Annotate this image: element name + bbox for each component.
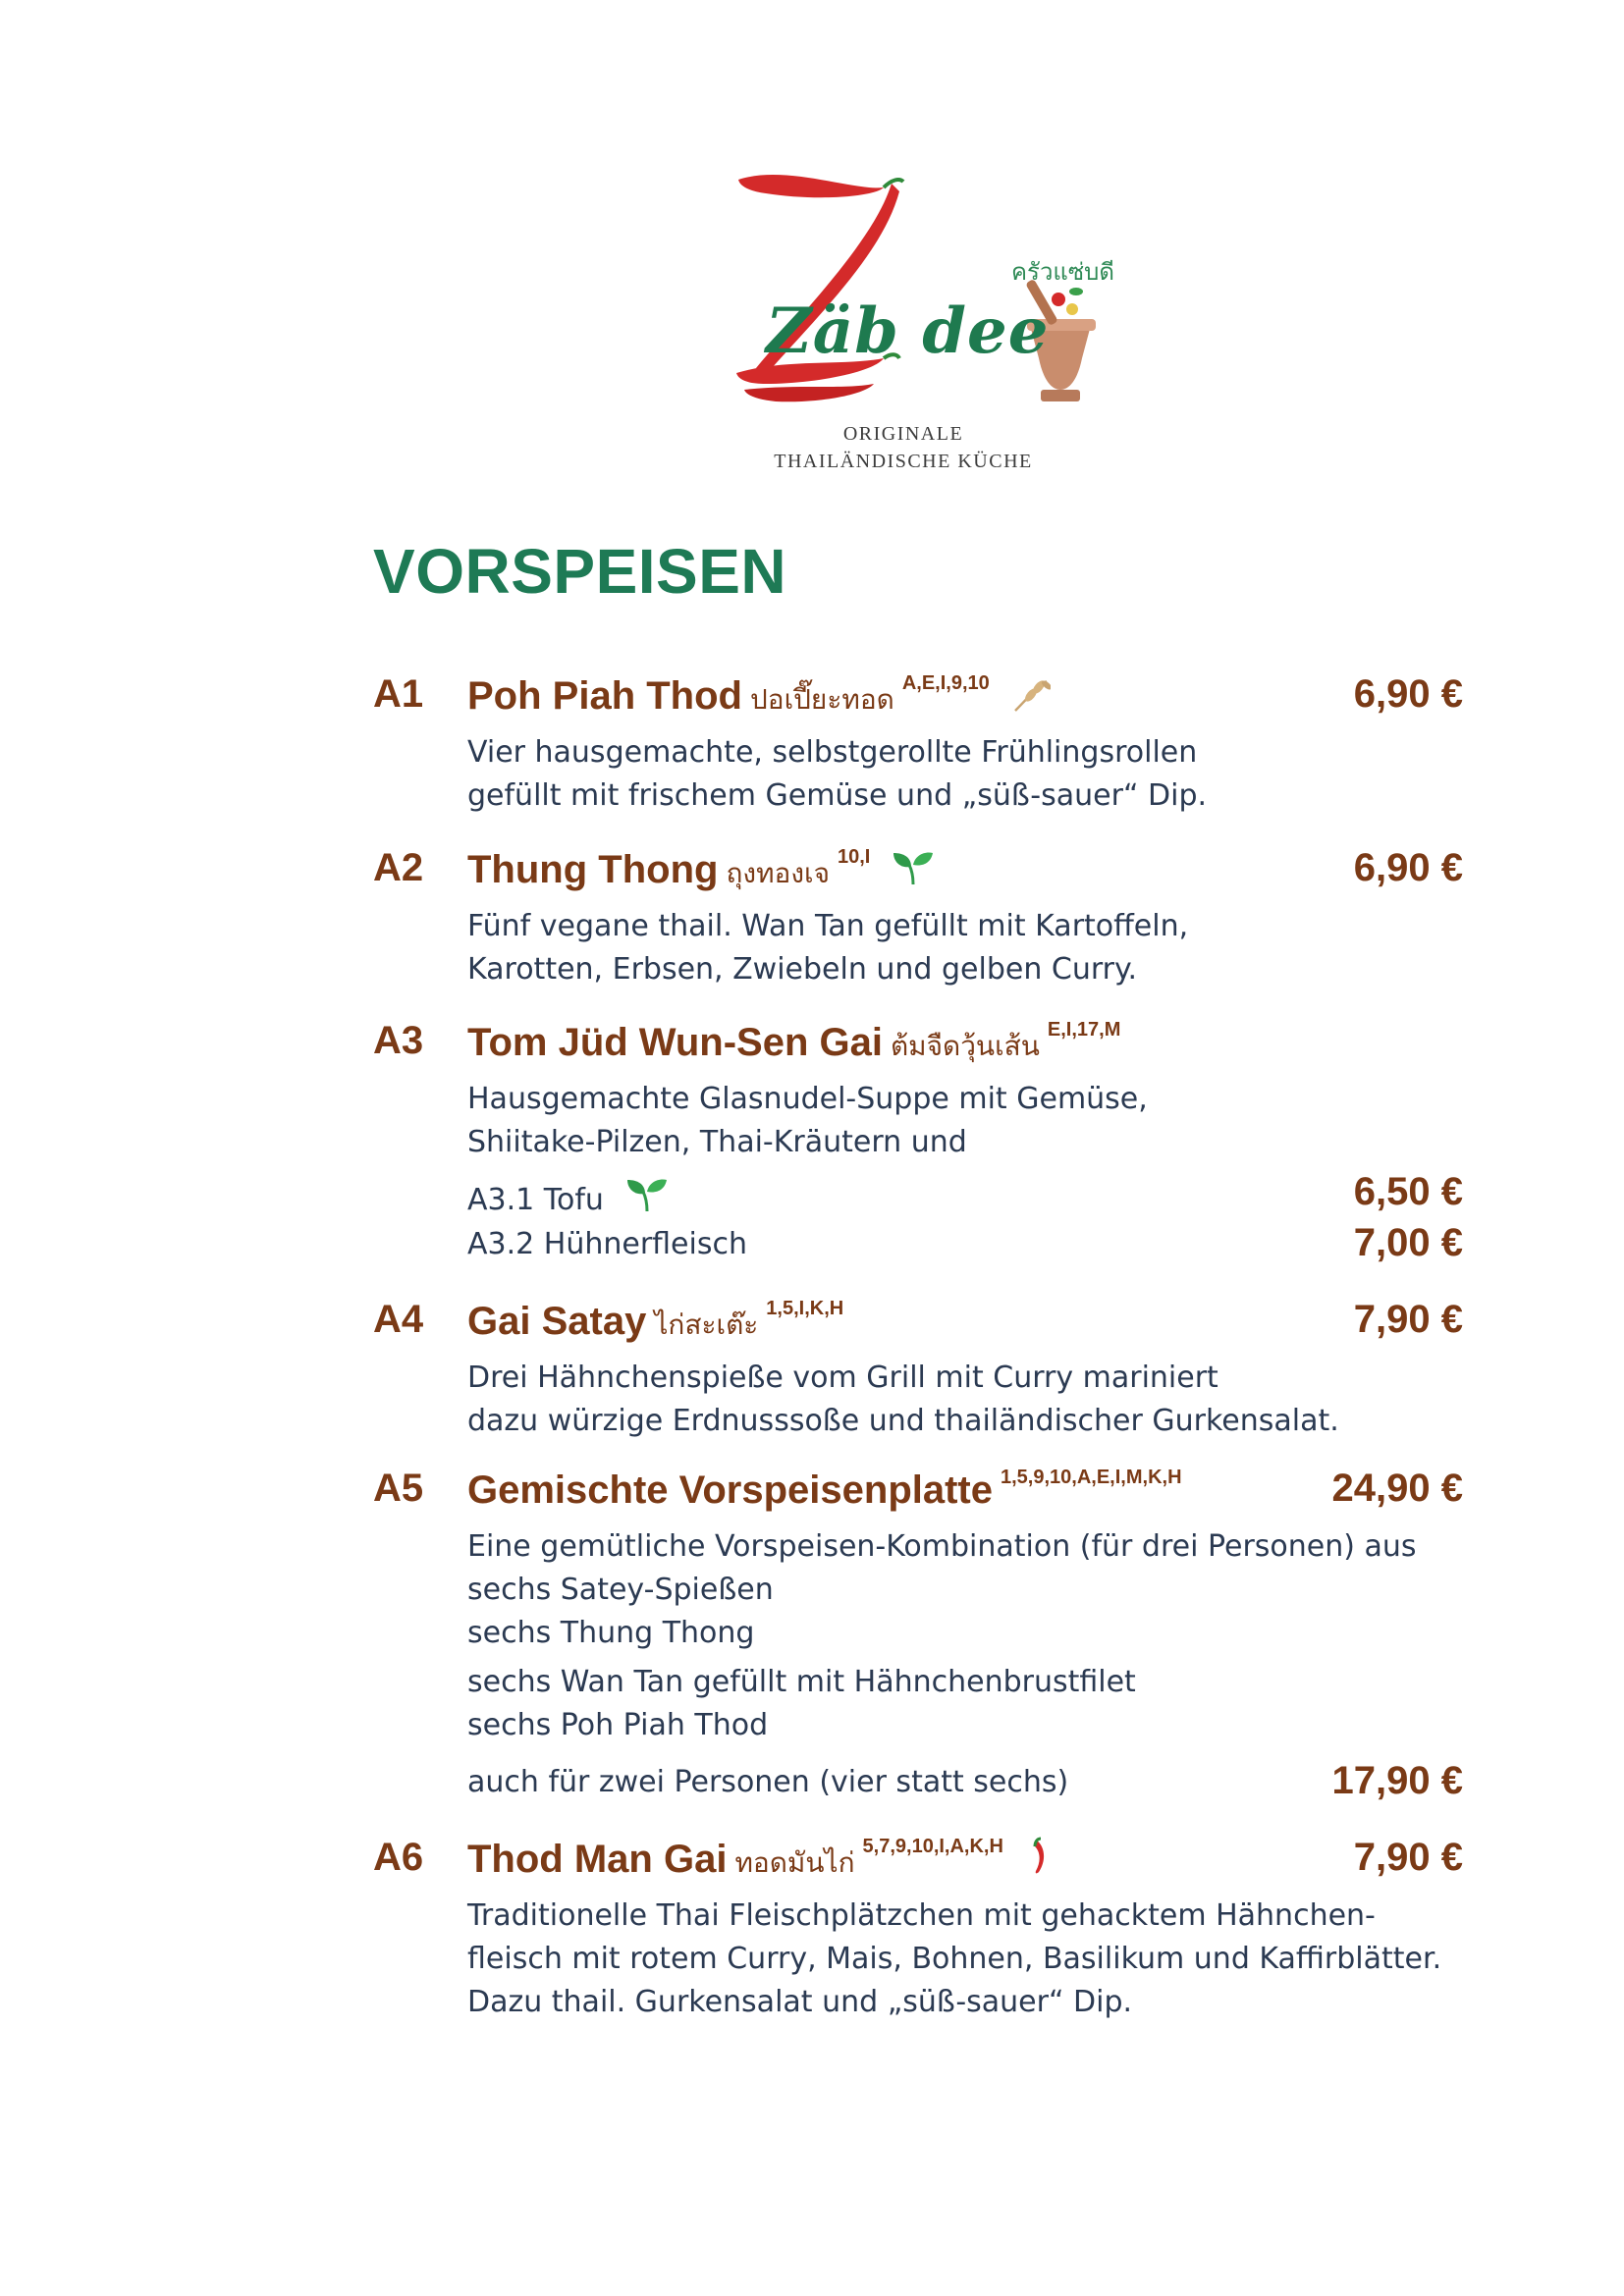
vegan-leaf-icon: [892, 849, 935, 896]
item-thai-name: ถุงทองเจ: [726, 858, 830, 888]
item-name: Gai Satay ไก่สะเต๊ะ$^{1,5,I,K,H}$: [467, 1298, 844, 1343]
item-code: A2: [373, 846, 424, 889]
item-allergens: 1,5,I,K,H: [766, 1298, 844, 1319]
item-price: 7,90 €: [1353, 1298, 1463, 1341]
item-price: 6,90 €: [1353, 672, 1463, 716]
item-name: Poh Piah Thod ปอเปี๊ยะทอด$^{A,E,I,9,10}$: [467, 672, 1051, 722]
chili-icon: [1025, 1837, 1051, 1886]
tagline-line-2: THAILÄNDISCHE KÜCHE: [774, 451, 1033, 472]
menu-item-a4: [373, 1298, 1463, 1443]
vegan-leaf-icon: [625, 1176, 669, 1221]
option-price: 7,00 €: [1353, 1221, 1463, 1264]
item-name: Thod Man Gai ทอดมันไก่$^{5,7,9,10,I,A,K,H}$: [467, 1836, 1051, 1886]
menu-item-a6: [373, 1836, 1463, 2024]
option-label: A3.2 Hühnerfleisch: [467, 1227, 747, 1261]
wheat-icon: [1011, 677, 1051, 722]
option-price: 6,50 €: [1353, 1170, 1463, 1213]
item-thai-name: ปอเปี๊ยะทอด: [749, 684, 894, 715]
brand-name: Zäb dee: [766, 294, 1050, 368]
item-allergens: 1,5,9,10,A,E,I,M,K,H: [1001, 1467, 1182, 1488]
item-description: Fünf vegane thail. Wan Tan gefüllt mit Kartoffeln, Karotten, Erbsen, Zwiebeln und gelben Curry.: [467, 909, 1189, 987]
section-title: VORSPEISEN: [373, 536, 787, 607]
item-allergens: E,I,17,M: [1047, 1019, 1121, 1041]
item-price: 24,90 €: [1331, 1467, 1463, 1510]
item-name: Thung Thong ถุงทองเจ$^{10,I}$: [467, 846, 935, 896]
option-label: A3.1 Tofu: [467, 1176, 669, 1221]
menu-item-a2: [373, 846, 1463, 991]
item-code: A1: [373, 672, 424, 716]
menu-item-a5: [373, 1467, 1463, 1810]
restaurant-logo: [727, 162, 1139, 486]
item-allergens: 10,I: [838, 846, 871, 868]
item-description-extra: sechs Wan Tan gefüllt mit Hähnchenbrustfilet sechs Poh Piah Thod: [467, 1665, 1136, 1742]
item-price: 7,90 €: [1353, 1836, 1463, 1879]
menu-item-a1: [373, 672, 1463, 818]
item-code: A6: [373, 1836, 424, 1879]
item-name: Gemischte Vorspeisenplatte $^{1,5,9,10,A,E,I,M,K,H}$: [467, 1467, 1182, 1512]
tagline-line-1: ORIGINALE: [842, 423, 964, 445]
item-thai-name: ทอดมันไก่: [734, 1847, 855, 1878]
item-description: Vier hausgemachte, selbstgerollte Frühlingsrollen gefüllt mit frischem Gemüse und „süß-sauer“ Dip.: [467, 735, 1208, 813]
item-description: Drei Hähnchenspieße vom Grill mit Curry mariniert dazu würzige Erdnusssoße und thailändischer Gurkensalat.: [467, 1361, 1339, 1438]
item-thai-name: ต้มจืดวุ้นเส้น: [890, 1031, 1040, 1061]
option-price: 17,90 €: [1331, 1759, 1463, 1802]
item-description: Hausgemachte Glasnudel-Suppe mit Gemüse, Shiitake-Pilzen, Thai-Kräutern und: [467, 1082, 1148, 1159]
option-row: [467, 1221, 1463, 1272]
item-allergens: A,E,I,9,10: [901, 672, 990, 694]
item-description: Traditionelle Thai Fleischplätzchen mit gehacktem Hähnchen- fleisch mit rotem Curry, Mais, Bohnen, Basilikum und Kaffirblätter. Dazu thail. Gurkensalat und „süß-sauer“ Dip.: [467, 1898, 1442, 2019]
menu-item-a3: [373, 1019, 1463, 1272]
option-row: [467, 1759, 1463, 1810]
option-label: auch für zwei Personen (vier statt sechs): [467, 1765, 1069, 1799]
item-allergens: 5,7,9,10,I,A,K,H: [862, 1836, 1003, 1857]
item-thai-name: ไก่สะเต๊ะ: [654, 1309, 759, 1340]
item-description: Eine gemütliche Vorspeisen-Kombination (für drei Personen) aus sechs Satey-Spießen sechs Thung Thong: [467, 1529, 1417, 1650]
item-code: A3: [373, 1019, 424, 1062]
item-name: Tom Jüd Wun-Sen Gai ต้มจืดวุ้นเส้น$^{E,I,17,M}$: [467, 1019, 1121, 1064]
item-code: A4: [373, 1298, 424, 1341]
item-code: A5: [373, 1467, 424, 1510]
brand-thai-name: ครัวแซ่บดี: [1011, 258, 1114, 286]
item-price: 6,90 €: [1353, 846, 1463, 889]
option-row: [467, 1170, 1463, 1221]
